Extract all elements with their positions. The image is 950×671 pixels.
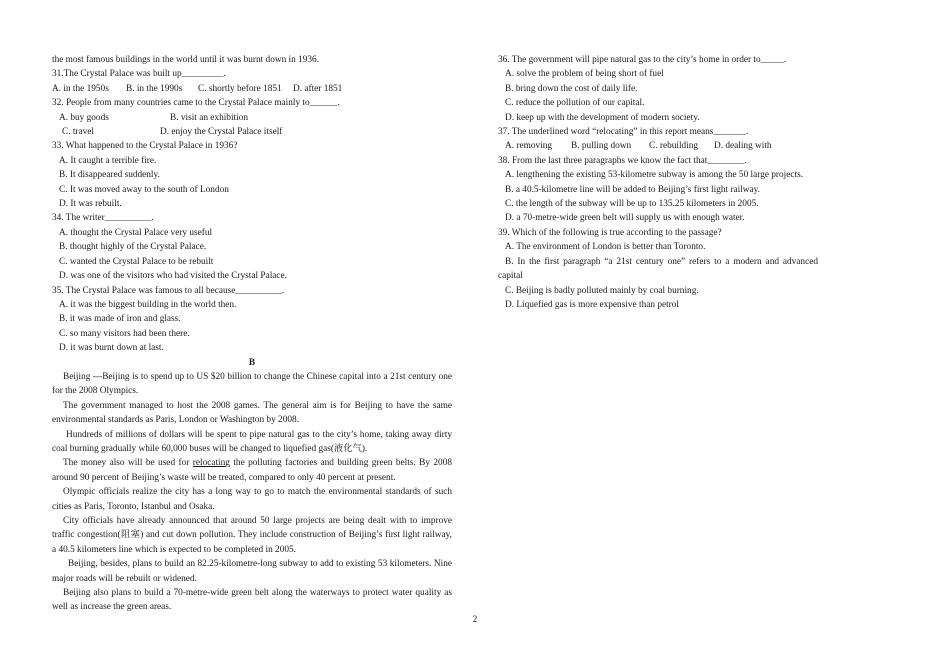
- q34-option-d: D. was one of the visitors who had visited the Crystal Palace.: [59, 271, 287, 282]
- q39-option-b-text: B. In the first paragraph “a 21st century one” refers to a modern and advanced capital: [498, 256, 818, 282]
- q32-option-c: C. travel: [62, 127, 95, 138]
- q39-option-c: C. Beijing is badly polluted mainly by coal burning.: [505, 285, 699, 296]
- p4-before: The money also will be used for: [63, 458, 193, 469]
- q36-option-d: D. keep up with the development of modern society.: [505, 112, 700, 123]
- left-column: [52, 53, 452, 615]
- q35-option-a: A. it was the biggest building in the world then.: [59, 299, 237, 310]
- section-b-title: B: [248, 357, 256, 368]
- passage-paragraph-8: Beijing also plans to build a 70-metre-wide green belt along the waterways to protect water quality as well as increase the green areas.: [52, 588, 452, 613]
- q31-option-b: B. in the 1990s: [126, 83, 183, 94]
- q37-option-c: C. rebuilding: [649, 141, 699, 152]
- relocating-underlined-word: relocating: [192, 458, 230, 469]
- q38-option-d: D. a 70-metre-wide green belt will supply us with enough water.: [505, 213, 745, 224]
- q36-option-a: A. solve the problem of being short of fuel: [505, 69, 664, 80]
- q36-option-c: C. reduce the pollution of our capital.: [505, 98, 645, 109]
- passage-paragraph-4: [52, 456, 452, 485]
- q33-option-a: A. It caught a terrible fire.: [59, 155, 157, 166]
- passage-paragraph-6: City officials have already announced that around 50 large projects are being dealt with to improve traffic congestion(阻塞) and cut down pollution. They include construction of Beijing’s first light railway, a 40.5 kilometers line which is expected to be completed in 2005.: [52, 516, 452, 555]
- q32-options-row2: [52, 125, 452, 139]
- q37-option-d: D. dealing with: [714, 141, 772, 152]
- q38-stem: 38. From the last three paragraphs we know the fact that________.: [498, 155, 747, 166]
- q37-options: [498, 139, 818, 153]
- q34-option-c: C. wanted the Crystal Palace to be rebuilt: [59, 256, 214, 267]
- q31-options: [52, 82, 452, 96]
- q32-option-b: B. visit an exhibition: [170, 112, 248, 123]
- q33-option-b: B. It disappeared suddenly.: [59, 170, 160, 181]
- q37-option-a: A. removing: [505, 141, 552, 152]
- q32-stem: 32. People from many countries came to the Crystal Palace mainly to______.: [52, 98, 340, 109]
- passage-paragraph-3: Hundreds of millions of dollars will be spent to pipe natural gas to the city’s home, taking away dirty coal burning gradually while 60,000 buses will be changed to liquefied gas(液化气).: [52, 429, 452, 454]
- q36-stem: 36. The government will pipe natural gas to the city’s home in order to_____.: [498, 55, 787, 65]
- q35-option-c: C. so many visitors had been there.: [59, 328, 190, 339]
- right-column: [498, 53, 818, 312]
- q39-option-d: D. Liquefied gas is more expensive than petrol: [505, 299, 680, 310]
- q32-options-row1: [52, 111, 452, 125]
- q34-option-a: A. thought the Crystal Palace very useful: [59, 227, 213, 238]
- passage-paragraph-2: The government managed to host the 2008 games. The general aim is for Beijing to have the same environmental standards as Paris, London or Washington by 2008.: [52, 400, 452, 426]
- q37-option-b: B. pulling down: [571, 141, 632, 152]
- q31-option-a: A. in the 1950s: [52, 83, 109, 94]
- q38-option-a: A. lengthening the existing 53-kilometre subway is among the 50 large projects.: [505, 170, 804, 181]
- q35-option-d: D. it was burnt down at last.: [59, 343, 164, 354]
- p4-after: the polluting factories and building green belts. By 2008 around 90 percent of Beijing’s waste will be treated, compared to only 40 percent at present.: [52, 458, 452, 483]
- q35-option-b: B. it was made of iron and glass.: [59, 314, 181, 325]
- passage-paragraph-5: Olympic officials realize the city has a long way to go to match the environmental standards of such cities as Paris, Toronto, Istanbul and Osaka.: [52, 487, 452, 512]
- q39-option-b: [498, 255, 818, 284]
- q38-option-b: B. a 40.5-kilometre line will be added to Beijing’s first light railway.: [505, 184, 761, 195]
- q39-option-a: A. The environment of London is better than Toronto.: [505, 242, 706, 253]
- intro-tail: the most famous buildings in the world until it was burnt down in 1936.: [52, 55, 320, 65]
- passage-paragraph-1: Beijing ---Beijing is to spend up to US $20 billion to change the Chinese capital into a 21st century one for the 2008 Olympics.: [52, 371, 452, 397]
- q38-option-c: C. the length of the subway will be up to 135.25 kilometers in 2005.: [505, 199, 759, 210]
- q32-option-d: D. enjoy the Crystal Palace itself: [160, 127, 283, 138]
- q39-stem: 39. Which of the following is true according to the passage?: [498, 227, 722, 238]
- q33-option-d: D. It was rebuilt.: [59, 199, 122, 210]
- q31-option-d: D. after 1851: [293, 83, 343, 94]
- q37-stem: 37. The underlined word “relocating” in this report means_______.: [498, 127, 749, 138]
- q34-stem: 34. The writer__________.: [52, 213, 154, 224]
- page-number: 2: [472, 614, 478, 624]
- q33-stem: 33. What happened to the Crystal Palace in 1936?: [52, 141, 238, 152]
- q31-option-c: C. shortly before 1851: [198, 83, 282, 94]
- q32-option-a: A. buy goods: [59, 112, 109, 123]
- q31-stem: 31.The Crystal Palace was built up_________.: [52, 69, 226, 80]
- passage-paragraph-7: Beijing, besides, plans to build an 82.25-kilometre-long subway to add to existing 53 kilometers. Nine major roads will be rebuilt or widened.: [52, 559, 452, 584]
- q33-option-c: C. It was moved away to the south of London: [59, 184, 229, 195]
- q34-option-b: B. thought highly of the Crystal Palace.: [59, 242, 207, 253]
- q35-stem: 35. The Crystal Palace was famous to all because__________.: [52, 285, 285, 296]
- q36-option-b: B. bring down the cost of daily life.: [505, 83, 638, 94]
